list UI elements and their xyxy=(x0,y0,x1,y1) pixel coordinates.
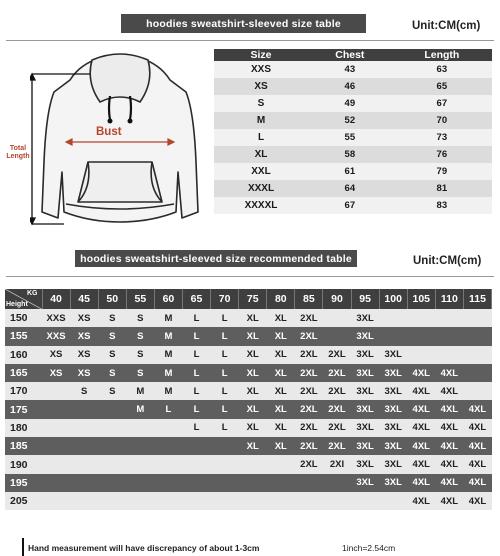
recommended-size-cell xyxy=(239,492,267,510)
height-row xyxy=(5,309,492,327)
recommended-size-cell: 2XL xyxy=(295,382,323,400)
length-cell: 83 xyxy=(392,197,492,214)
recommended-size-cell xyxy=(211,437,239,455)
recommended-size-cell: XL xyxy=(267,419,295,437)
recommended-size-cell xyxy=(323,327,351,345)
recommended-size-cell: 3XL xyxy=(351,327,379,345)
recommended-size-cell xyxy=(126,492,154,510)
recommended-size-cell: 3XL xyxy=(351,364,379,382)
size-cell: XXXL xyxy=(214,180,308,197)
height-row xyxy=(5,346,492,364)
recommended-size-cell: 4XL xyxy=(463,419,491,437)
recommended-size-cell: XS xyxy=(70,327,98,345)
recommended-size-cell: 2XL xyxy=(323,382,351,400)
recommend-table-title-text: hoodies sweatshirt-sleeved size recommended table xyxy=(80,252,352,265)
size-row xyxy=(214,78,492,95)
height-row xyxy=(5,400,492,418)
recommended-size-cell xyxy=(407,309,435,327)
recommended-size-cell: 2XL xyxy=(323,400,351,418)
recommended-size-cell: 4XL xyxy=(435,492,463,510)
recommended-size-cell: S xyxy=(98,364,126,382)
recommended-size-cell: XL xyxy=(239,419,267,437)
recommended-size-cell: L xyxy=(182,364,210,382)
recommended-size-cell: S xyxy=(98,327,126,345)
recommended-size-cell: XXS xyxy=(42,309,70,327)
weight-column-header: 100 xyxy=(379,289,407,309)
recommended-size-cell: S xyxy=(98,346,126,364)
recommended-size-cell: L xyxy=(211,346,239,364)
recommended-size-cell: XS xyxy=(42,364,70,382)
recommended-size-cell: L xyxy=(211,364,239,382)
recommended-size-cell: L xyxy=(182,419,210,437)
recommended-size-cell: M xyxy=(126,382,154,400)
recommended-size-cell: L xyxy=(182,327,210,345)
recommended-size-cell xyxy=(98,400,126,418)
weight-column-header: 110 xyxy=(435,289,463,309)
recommended-size-cell: XS xyxy=(70,346,98,364)
recommended-size-cell: XL xyxy=(239,327,267,345)
height-row xyxy=(5,419,492,437)
recommend-table xyxy=(5,289,492,510)
recommended-size-cell xyxy=(182,455,210,473)
recommended-size-cell: 2XL xyxy=(323,419,351,437)
recommended-size-cell xyxy=(407,346,435,364)
size-table-title xyxy=(121,14,366,33)
recommended-size-cell xyxy=(267,492,295,510)
recommended-size-cell: 3XL xyxy=(351,455,379,473)
recommended-size-cell: 3XL xyxy=(379,400,407,418)
weight-column-header: 40 xyxy=(42,289,70,309)
size-row xyxy=(214,129,492,146)
recommended-size-cell xyxy=(70,474,98,492)
recommended-size-cell: XL xyxy=(267,309,295,327)
size-row xyxy=(214,197,492,214)
weight-column-header: 90 xyxy=(323,289,351,309)
recommended-size-cell xyxy=(379,309,407,327)
height-cell: 185 xyxy=(5,437,42,455)
recommended-size-cell: XS xyxy=(70,364,98,382)
recommended-size-cell xyxy=(295,474,323,492)
recommended-size-cell: XL xyxy=(267,327,295,345)
recommended-size-cell xyxy=(295,492,323,510)
length-cell: 63 xyxy=(392,61,492,78)
recommended-size-cell: 2XL xyxy=(295,327,323,345)
recommended-size-cell: S xyxy=(126,327,154,345)
recommended-size-cell: S xyxy=(126,309,154,327)
height-cell: 180 xyxy=(5,419,42,437)
height-row xyxy=(5,327,492,345)
recommended-size-cell: S xyxy=(98,309,126,327)
weight-column-header: 80 xyxy=(267,289,295,309)
kg-label: KG xyxy=(27,290,38,297)
recommended-size-cell xyxy=(182,474,210,492)
size-cell: XXS xyxy=(214,61,308,78)
recommended-size-cell: 4XL xyxy=(435,400,463,418)
recommended-size-cell: 3XL xyxy=(351,309,379,327)
height-row xyxy=(5,437,492,455)
recommended-size-cell xyxy=(70,400,98,418)
size-row xyxy=(214,112,492,129)
footer-accent-bar xyxy=(22,538,24,556)
recommended-size-cell: XL xyxy=(239,346,267,364)
recommended-size-cell: 2XL xyxy=(295,309,323,327)
length-cell: 79 xyxy=(392,163,492,180)
recommended-size-cell xyxy=(211,492,239,510)
recommended-size-cell xyxy=(379,492,407,510)
recommended-size-cell: 4XL xyxy=(435,382,463,400)
size-cell: XS xyxy=(214,78,308,95)
length-cell: 67 xyxy=(392,95,492,112)
chest-cell: 64 xyxy=(308,180,392,197)
recommended-size-cell xyxy=(98,492,126,510)
recommended-size-cell: 3XL xyxy=(379,419,407,437)
chest-cell: 55 xyxy=(308,129,392,146)
recommended-size-cell xyxy=(42,437,70,455)
size-row xyxy=(214,180,492,197)
recommended-size-cell: 4XL xyxy=(463,474,491,492)
recommended-size-cell xyxy=(98,455,126,473)
recommended-size-cell xyxy=(463,364,491,382)
recommended-size-cell xyxy=(239,455,267,473)
length-cell: 65 xyxy=(392,78,492,95)
size-cell: XXL xyxy=(214,163,308,180)
recommended-size-cell xyxy=(42,400,70,418)
recommended-size-cell: 2XL xyxy=(295,419,323,437)
recommended-size-cell xyxy=(407,327,435,345)
size-row xyxy=(214,61,492,78)
height-cell: 170 xyxy=(5,382,42,400)
weight-column-header: 75 xyxy=(239,289,267,309)
recommended-size-cell xyxy=(126,455,154,473)
size-row xyxy=(214,146,492,163)
recommended-size-cell xyxy=(126,474,154,492)
recommended-size-cell: 2XL xyxy=(295,437,323,455)
height-cell: 195 xyxy=(5,474,42,492)
chest-cell: 49 xyxy=(308,95,392,112)
recommended-size-cell: 4XL xyxy=(463,455,491,473)
weight-column-header: 95 xyxy=(351,289,379,309)
recommended-size-cell: 3XL xyxy=(379,437,407,455)
recommended-size-cell: M xyxy=(154,382,182,400)
weight-column-header: 65 xyxy=(182,289,210,309)
recommended-size-cell: 3XL xyxy=(351,382,379,400)
total-length-text: Total Length xyxy=(6,145,30,160)
recommended-size-cell: 4XL xyxy=(435,419,463,437)
height-row xyxy=(5,364,492,382)
height-cell: 150 xyxy=(5,309,42,327)
recommended-size-cell: S xyxy=(98,382,126,400)
size-cell: L xyxy=(214,129,308,146)
top-divider xyxy=(6,40,494,41)
recommended-size-cell: 3XL xyxy=(351,400,379,418)
recommended-size-cell: M xyxy=(154,309,182,327)
height-row xyxy=(5,382,492,400)
chest-cell: 67 xyxy=(308,197,392,214)
height-cell: 190 xyxy=(5,455,42,473)
recommended-size-cell xyxy=(154,437,182,455)
recommended-size-cell xyxy=(351,492,379,510)
recommended-size-cell: 4XL xyxy=(435,437,463,455)
recommended-size-cell: 3XL xyxy=(379,364,407,382)
recommended-size-cell: 4XL xyxy=(435,364,463,382)
recommended-size-cell xyxy=(239,474,267,492)
length-cell: 70 xyxy=(392,112,492,129)
middle-divider xyxy=(6,276,494,277)
recommended-size-cell xyxy=(211,455,239,473)
recommended-size-cell xyxy=(182,492,210,510)
length-cell: 73 xyxy=(392,129,492,146)
height-cell: 205 xyxy=(5,492,42,510)
recommended-size-cell xyxy=(463,309,491,327)
recommended-size-cell: 4XL xyxy=(407,382,435,400)
recommended-size-cell: 4XL xyxy=(407,419,435,437)
recommended-size-cell: XL xyxy=(239,437,267,455)
recommended-size-cell: 4XL xyxy=(407,492,435,510)
recommended-size-cell: 2XL xyxy=(295,400,323,418)
size-table-body xyxy=(214,61,492,214)
recommended-size-cell: 3XL xyxy=(379,382,407,400)
recommended-size-cell xyxy=(42,419,70,437)
length-column-header: Length xyxy=(392,49,492,61)
recommended-size-cell: XL xyxy=(239,382,267,400)
recommended-size-cell xyxy=(154,474,182,492)
hoodie-illustration xyxy=(30,52,210,232)
recommended-size-cell: XL xyxy=(239,364,267,382)
recommended-size-cell: 4XL xyxy=(407,437,435,455)
recommended-size-cell xyxy=(98,419,126,437)
recommended-size-cell: L xyxy=(182,400,210,418)
recommended-size-cell: M xyxy=(154,346,182,364)
recommended-size-cell xyxy=(182,437,210,455)
recommended-size-cell: M xyxy=(154,327,182,345)
recommended-size-cell: 2XI xyxy=(323,455,351,473)
inch-conversion-note: 1inch=2.54cm xyxy=(342,543,396,553)
recommended-size-cell xyxy=(267,455,295,473)
recommended-size-cell: 3XL xyxy=(379,455,407,473)
recommended-size-cell: XXS xyxy=(42,327,70,345)
recommended-size-cell: 3XL xyxy=(351,419,379,437)
height-cell: 155 xyxy=(5,327,42,345)
recommended-size-cell: 3XL xyxy=(351,474,379,492)
size-cell: S xyxy=(214,95,308,112)
recommended-size-cell xyxy=(323,492,351,510)
recommended-size-cell: 4XL xyxy=(407,400,435,418)
recommended-size-cell: L xyxy=(182,346,210,364)
recommended-size-cell xyxy=(154,455,182,473)
weight-column-header: 55 xyxy=(126,289,154,309)
size-cell: XL xyxy=(214,146,308,163)
recommended-size-cell: L xyxy=(211,400,239,418)
recommended-size-cell xyxy=(379,327,407,345)
size-cell: XXXXL xyxy=(214,197,308,214)
recommend-table-body xyxy=(5,309,492,510)
size-table-unit: Unit:CM(cm) xyxy=(412,20,481,32)
recommended-size-cell xyxy=(323,474,351,492)
recommended-size-cell: L xyxy=(154,400,182,418)
height-row xyxy=(5,455,492,473)
recommended-size-cell: L xyxy=(211,327,239,345)
chest-cell: 61 xyxy=(308,163,392,180)
size-table xyxy=(214,49,492,214)
size-row xyxy=(214,95,492,112)
recommended-size-cell xyxy=(267,474,295,492)
recommended-size-cell: 2XL xyxy=(323,364,351,382)
height-cell: 160 xyxy=(5,346,42,364)
height-row xyxy=(5,492,492,510)
length-cell: 76 xyxy=(392,146,492,163)
recommended-size-cell: M xyxy=(154,364,182,382)
recommended-size-cell: 3XL xyxy=(379,474,407,492)
recommended-size-cell: M xyxy=(126,400,154,418)
weight-column-header: 115 xyxy=(463,289,491,309)
recommended-size-cell xyxy=(463,346,491,364)
weight-column-header: 50 xyxy=(98,289,126,309)
weight-column-header: 85 xyxy=(295,289,323,309)
recommended-size-cell xyxy=(435,346,463,364)
recommended-size-cell: 4XL xyxy=(463,437,491,455)
recommended-size-cell xyxy=(70,419,98,437)
recommended-size-cell: S xyxy=(70,382,98,400)
recommended-size-cell: 2XL xyxy=(323,437,351,455)
chest-cell: 46 xyxy=(308,78,392,95)
recommended-size-cell: XL xyxy=(267,346,295,364)
size-table-header-row xyxy=(214,49,492,61)
recommended-size-cell xyxy=(42,492,70,510)
recommended-size-cell xyxy=(211,474,239,492)
recommended-size-cell: 2XL xyxy=(295,364,323,382)
chest-cell: 43 xyxy=(308,61,392,78)
measurement-note: Hand measurement will have discrepancy of about 1-3cm xyxy=(28,543,260,553)
recommend-table-unit: Unit:CM(cm) xyxy=(413,255,482,267)
size-table-title-text: hoodies sweatshirt-sleeved size table xyxy=(146,17,341,30)
total-length-label xyxy=(4,145,32,161)
weight-column-header: 45 xyxy=(70,289,98,309)
recommended-size-cell: XL xyxy=(267,364,295,382)
recommended-size-cell: 2XL xyxy=(323,346,351,364)
recommended-size-cell xyxy=(70,455,98,473)
recommended-size-cell: L xyxy=(211,419,239,437)
height-row xyxy=(5,474,492,492)
recommended-size-cell: S xyxy=(126,346,154,364)
recommended-size-cell: 4XL xyxy=(407,474,435,492)
bust-label: Bust xyxy=(96,126,122,138)
length-cell: 81 xyxy=(392,180,492,197)
size-cell: M xyxy=(214,112,308,129)
recommended-size-cell: L xyxy=(211,309,239,327)
weight-column-header: 105 xyxy=(407,289,435,309)
height-cell: 165 xyxy=(5,364,42,382)
height-label: Height xyxy=(6,301,28,308)
recommended-size-cell xyxy=(463,327,491,345)
recommend-table-title xyxy=(75,250,357,267)
chest-column-header: Chest xyxy=(308,49,392,61)
recommended-size-cell: XL xyxy=(267,437,295,455)
size-row xyxy=(214,163,492,180)
recommended-size-cell: 3XL xyxy=(379,346,407,364)
recommended-size-cell: 3XL xyxy=(351,346,379,364)
recommended-size-cell: XL xyxy=(267,400,295,418)
recommended-size-cell xyxy=(98,437,126,455)
recommended-size-cell: 4XL xyxy=(435,455,463,473)
recommended-size-cell xyxy=(126,437,154,455)
weight-column-header: 60 xyxy=(154,289,182,309)
recommended-size-cell xyxy=(98,474,126,492)
weight-height-corner xyxy=(5,289,42,309)
recommended-size-cell: 2XL xyxy=(295,346,323,364)
recommended-size-cell: 4XL xyxy=(435,474,463,492)
recommended-size-cell: 4XL xyxy=(463,492,491,510)
recommended-size-cell xyxy=(435,327,463,345)
recommended-size-cell: XS xyxy=(70,309,98,327)
recommended-size-cell xyxy=(70,492,98,510)
recommended-size-cell xyxy=(42,455,70,473)
recommended-size-cell xyxy=(154,419,182,437)
chest-cell: 58 xyxy=(308,146,392,163)
recommended-size-cell: XL xyxy=(267,382,295,400)
weight-column-header: 70 xyxy=(211,289,239,309)
recommended-size-cell xyxy=(42,474,70,492)
recommended-size-cell xyxy=(42,382,70,400)
recommended-size-cell: XL xyxy=(239,309,267,327)
recommended-size-cell xyxy=(463,382,491,400)
recommended-size-cell: S xyxy=(126,364,154,382)
recommended-size-cell xyxy=(126,419,154,437)
recommended-size-cell: 3XL xyxy=(351,437,379,455)
recommended-size-cell: XL xyxy=(239,400,267,418)
size-column-header: Size xyxy=(214,49,308,61)
recommended-size-cell xyxy=(154,492,182,510)
recommended-size-cell: L xyxy=(182,382,210,400)
recommended-size-cell: 4XL xyxy=(407,455,435,473)
recommended-size-cell: XS xyxy=(42,346,70,364)
recommended-size-cell: 4XL xyxy=(407,364,435,382)
recommended-size-cell xyxy=(70,437,98,455)
recommended-size-cell: L xyxy=(182,309,210,327)
recommended-size-cell xyxy=(323,309,351,327)
recommended-size-cell: 2XL xyxy=(295,455,323,473)
recommended-size-cell: L xyxy=(211,382,239,400)
recommended-size-cell xyxy=(435,309,463,327)
height-cell: 175 xyxy=(5,400,42,418)
recommended-size-cell: 4XL xyxy=(463,400,491,418)
chest-cell: 52 xyxy=(308,112,392,129)
recommend-header-row xyxy=(5,289,492,309)
